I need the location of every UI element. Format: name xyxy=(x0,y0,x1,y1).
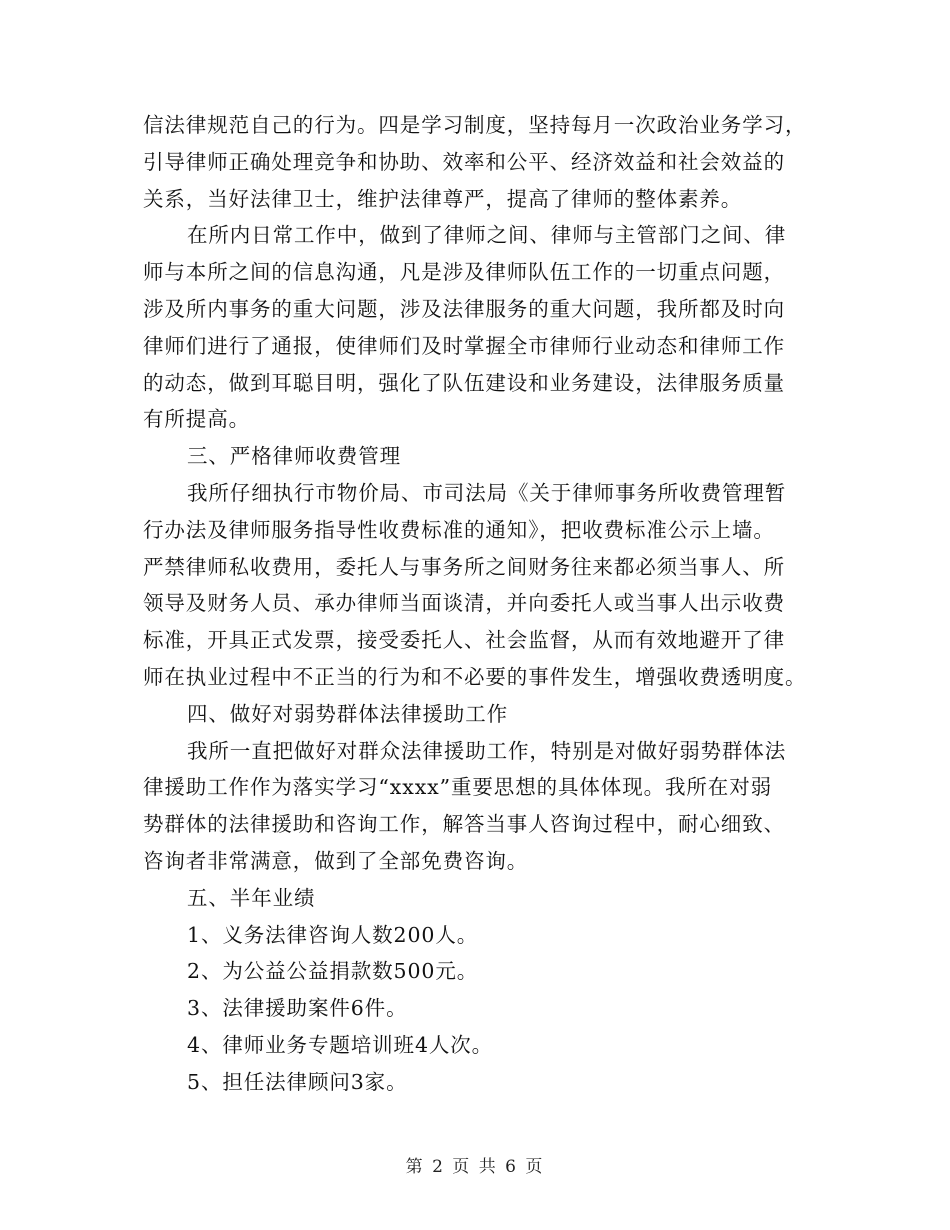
section-heading: 五、半年业绩 xyxy=(187,885,316,910)
text-line: 律师们进行了通报，使律师们及时掌握全市律师行业动态和律师工作 xyxy=(143,333,785,358)
text-line: 师与本所之间的信息沟通，凡是涉及律师队伍工作的一切重点问题， xyxy=(143,260,785,285)
text-line: 的动态，做到耳聪目明，强化了队伍建设和业务建设，法律服务质量 xyxy=(143,370,785,395)
text-line: 行办法及律师服务指导性收费标准的通知》，把收费标准公示上墙。 xyxy=(143,517,775,542)
paragraph-start-line: 在所内日常工作中，做到了律师之间、律师与主管部门之间、律 xyxy=(187,223,787,248)
list-item: 1、义务法律咨询人数200人。 xyxy=(187,922,479,947)
section-heading: 四、做好对弱势群体法律援助工作 xyxy=(187,701,508,726)
paragraph-start-line: 我所仔细执行市物价局、市司法局《关于律师事务所收费管理暂 xyxy=(187,480,787,505)
text-line: 严禁律师私收费用，委托人与事务所之间财务往来都必须当事人、所 xyxy=(143,554,785,579)
text-line: 领导及财务人员、承办律师当面谈清，并向委托人或当事人出示收费 xyxy=(143,591,785,616)
list-item: 5、担任法律顾问3家。 xyxy=(187,1069,408,1094)
paragraph-start-line: 我所一直把做好对群众法律援助工作，特别是对做好弱势群体法 xyxy=(187,738,787,763)
text-line: 涉及所内事务的重大问题，涉及法律服务的重大问题，我所都及时向 xyxy=(143,296,785,321)
page-footer: 第 2 页 共 6 页 xyxy=(405,1157,545,1177)
text-line: 有所提高。 xyxy=(143,407,250,432)
text-line: 律援助工作作为落实学习“xxxx”重要思想的具体体现。我所在对弱 xyxy=(143,775,773,800)
text-line: 标准，开具正式发票，接受委托人、社会监督，从而有效地避开了律 xyxy=(143,628,785,653)
section-heading: 三、严格律师收费管理 xyxy=(187,444,401,469)
list-item: 3、法律援助案件6件。 xyxy=(187,996,408,1021)
text-line: 引导律师正确处理竞争和协助、效率和公平、经济效益和社会效益的 xyxy=(143,149,785,174)
list-item: 4、律师业务专题培训班4人次。 xyxy=(187,1032,494,1057)
text-line: 师在执业过程中不正当的行为和不必要的事件发生，增强收费透明度。 xyxy=(143,664,807,689)
text-line: 关系，当好法律卫士，维护法律尊严，提高了律师的整体素养。 xyxy=(143,186,743,211)
page-body xyxy=(143,107,807,1101)
text-line: 势群体的法律援助和咨询工作，解答当事人咨询过程中，耐心细致、 xyxy=(143,812,785,837)
list-item: 2、为公益公益捐款数500元。 xyxy=(187,959,479,984)
text-line: 信法律规范自己的行为。四是学习制度，坚持每月一次政治业务学习， xyxy=(143,113,807,137)
text-line: 咨询者非常满意，做到了全部免费咨询。 xyxy=(143,848,529,873)
